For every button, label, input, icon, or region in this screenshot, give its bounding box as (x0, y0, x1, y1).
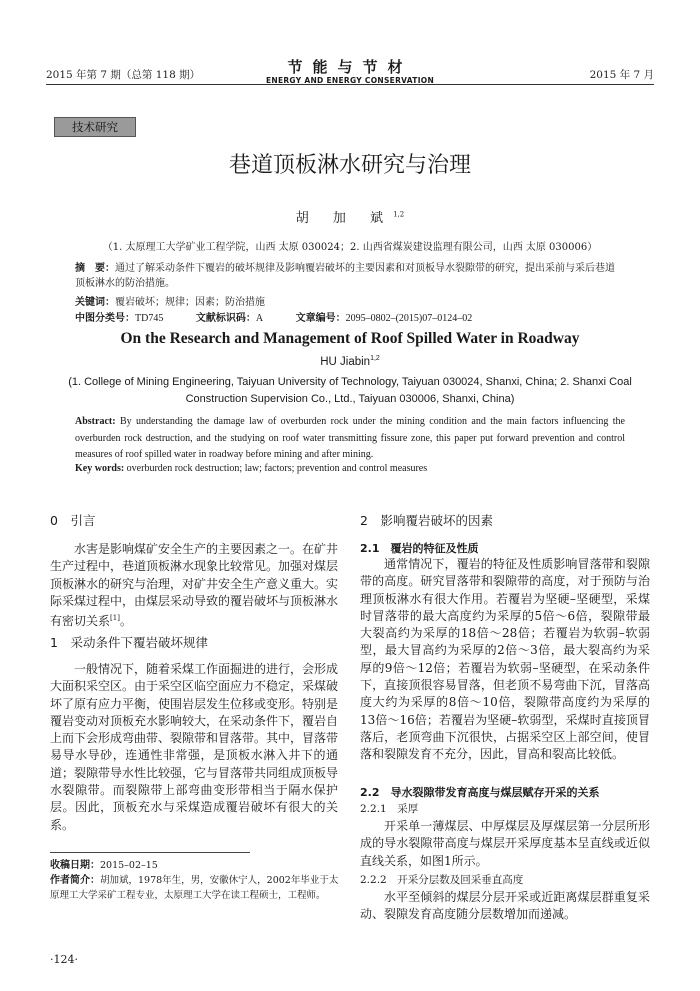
keywords-cn (75, 293, 265, 308)
section-2-2-2-heading: 2.2.2 开采分层数及回采垂直高度 (360, 874, 524, 886)
keywords-en-text: overburden rock destruction; law; factors; prevention and control measures (126, 463, 428, 474)
section-1-text: 一般情况下，随着采煤工作面掘进的进行，会形成大面积采空区。由于采空区临空面应力不稳定，采煤破坏了原有应力平衡，使围岩层发生位移或变形。特别是覆岩变动对顶板充水影响较大，在采动条件下，覆岩自上而下会形成弯曲带、裂隙带和冒落带。其中，冒落带易导水导砂，连通性非常强，是顶板水淋入井下的通道；裂隙带导水性比较强，它与冒落带共同组成顶板导水裂隙带。而裂隙带上部弯曲变形带相当于隔水保护层。因此，顶板充水与采煤造成覆岩破坏有很大的关系。 (50, 662, 339, 832)
author-cn-affil-mark: 1,2 (393, 210, 405, 219)
article-no-value: 2095–0802–(2015)07–0124–02 (345, 313, 473, 324)
section-0-text: 水害是影响煤矿安全生产的主要因素之一。在矿井生产过程中，巷道顶板淋水现象比较常见。加强对煤层顶板淋水的研究与治理，对矿井安全生产意义重大。实际采煤过程中，由煤层采动导致的覆岩破坏与顶板淋水有密切关系 (50, 542, 339, 629)
section-2-2-heading: 2.2 导水裂隙带发育高度与煤层赋存开采的关系 (360, 786, 600, 799)
section-2-2-2-body (360, 889, 650, 924)
title-en: On the Research and Management of Roof Spilled Water in Roadway (120, 330, 580, 347)
citation-ref: [1] (110, 614, 120, 623)
section-2-2-1-body (360, 818, 650, 870)
page-number: ·124· (50, 953, 78, 966)
received-value: 2015–02–15 (100, 860, 158, 871)
author-en-affil-mark: 1,2 (370, 355, 380, 362)
abstract-cn-label: 摘 要： (75, 263, 115, 274)
abstract-en-text: By understanding the damage law of overburden rock under the mining condition and the main factors influencing the overburden rock destruction, and the studying on roof water transmitting fissure zone, this paper put forward prevention and control measures of roof spilled water in roadway before mining and after mining. (75, 416, 625, 460)
keywords-cn-text: 覆岩破坏；规律；因素；防治措施 (115, 297, 265, 308)
header-divider (46, 84, 654, 85)
section-0-heading: 0 引言 (50, 513, 96, 528)
section-2-2-1-heading: 2.2.1 采厚 (360, 803, 419, 815)
section-0-body (50, 541, 338, 630)
received-label: 收稿日期： (50, 860, 100, 871)
section-tag: 技术研究 (54, 117, 136, 137)
title-cn: 巷道顶板淋水研究与治理 (228, 153, 471, 178)
section-0-end: 。 (119, 614, 132, 629)
footnote (50, 858, 340, 903)
author-cn (0, 207, 700, 226)
section-2-2-1-text: 开采单一薄煤层、中厚煤层及厚煤层第一分层所形成的导水裂隙带高度与煤层开采厚度基本呈直线或近似直线关系，如图1所示。 (360, 819, 650, 868)
affiliation-cn: （1. 太原理工大学矿业工程学院，山西 太原 030024；2. 山西省煤炭建设监理有限公司，山西 太原 030006） (102, 242, 598, 253)
author-en-name: HU Jiabin (320, 355, 371, 368)
journal-name-cn: 节能与节材 (287, 58, 413, 76)
journal-name-en: ENERGY AND ENERGY CONSERVATION (265, 76, 435, 85)
section-1-heading: 1 采动条件下覆岩破坏规律 (50, 635, 208, 650)
class-label: 中图分类号： (75, 313, 135, 324)
footnote-divider (50, 852, 250, 853)
article-no-label: 文章编号： (295, 313, 346, 324)
section-2-2-2-text: 水平至倾斜的煤层分层开采或近距离煤层群重复采动、裂隙发育高度随分层数增加而递减。 (360, 890, 650, 922)
class-value: TD745 (135, 313, 164, 324)
issue-date: 2015 年 7 月 (589, 69, 654, 81)
doc-code-value: A (255, 313, 264, 324)
bio-value: 胡加斌，1978年生，男，安徽休宁人，2002年毕业于太原理工大学采矿工程专业，太原理工大学在读工程硕士，工程师。 (50, 875, 339, 901)
abstract-cn-text: 通过了解采动条件下覆岩的破坏规律及影响覆岩破坏的主要因素和对顶板导水裂隙带的研究，提出采前与采后巷道顶板淋水的防治措施。 (75, 263, 615, 289)
section-2-1-body (360, 556, 650, 764)
section-2-heading: 2 影响覆岩破坏的因素 (360, 513, 493, 528)
classification-row (75, 309, 472, 324)
section-2-1-heading: 2.1 覆岩的特征及性质 (360, 542, 479, 555)
section-2-1-text: 通常情况下，覆岩的特征及性质影响冒落带和裂隙带的高度。研究冒落带和裂隙带的高度，对于预防与治理顶板淋水有很大作用。若覆岩为坚硬–坚硬型，采煤时冒落带的最大高度约为采厚的5倍～6倍，裂隙带最大裂高约为采厚的18倍～28倍；若覆岩为软弱–软弱型，最大冒高约为采厚的2倍～3倍，最大裂高约为采厚的9倍～12倍；若覆岩为软弱–坚硬型，在采动条件下，直接顶很容易冒落，但老顶不易弯曲下沉，冒落高度大约为采厚的8倍～10倍，裂隙带高度约为采厚的13倍～16倍；若覆岩为坚硬–软弱型，采煤时直接顶冒落后，老顶弯曲下沉很快，占据采空区上部空间，使冒落和裂隙发育不充分，因此，冒高和裂高比较低。 (360, 557, 650, 762)
keywords-cn-label: 关键词： (75, 297, 115, 308)
author-en (0, 355, 700, 368)
keywords-en (75, 463, 427, 474)
abstract-en (75, 414, 625, 464)
section-1-body (50, 661, 338, 834)
keywords-en-label: Key words: (75, 463, 125, 474)
author-cn-name: 胡 加 斌 (295, 211, 394, 226)
abstract-cn (75, 261, 622, 291)
doc-code-label: 文献标识码： (195, 313, 256, 324)
issue-info: 2015 年第 7 期（总第 118 期） (46, 69, 201, 81)
abstract-en-label: Abstract: (75, 416, 116, 427)
affiliation-en: (1. College of Mining Engineering, Taiyuan University of Technology, Taiyuan 030024, Shanxi, China; 2. Shanxi Coal Construction Supervision Co., Ltd., Taiyuan 030006, Shanxi, China) (68, 376, 632, 405)
bio-label: 作者简介： (50, 875, 100, 886)
